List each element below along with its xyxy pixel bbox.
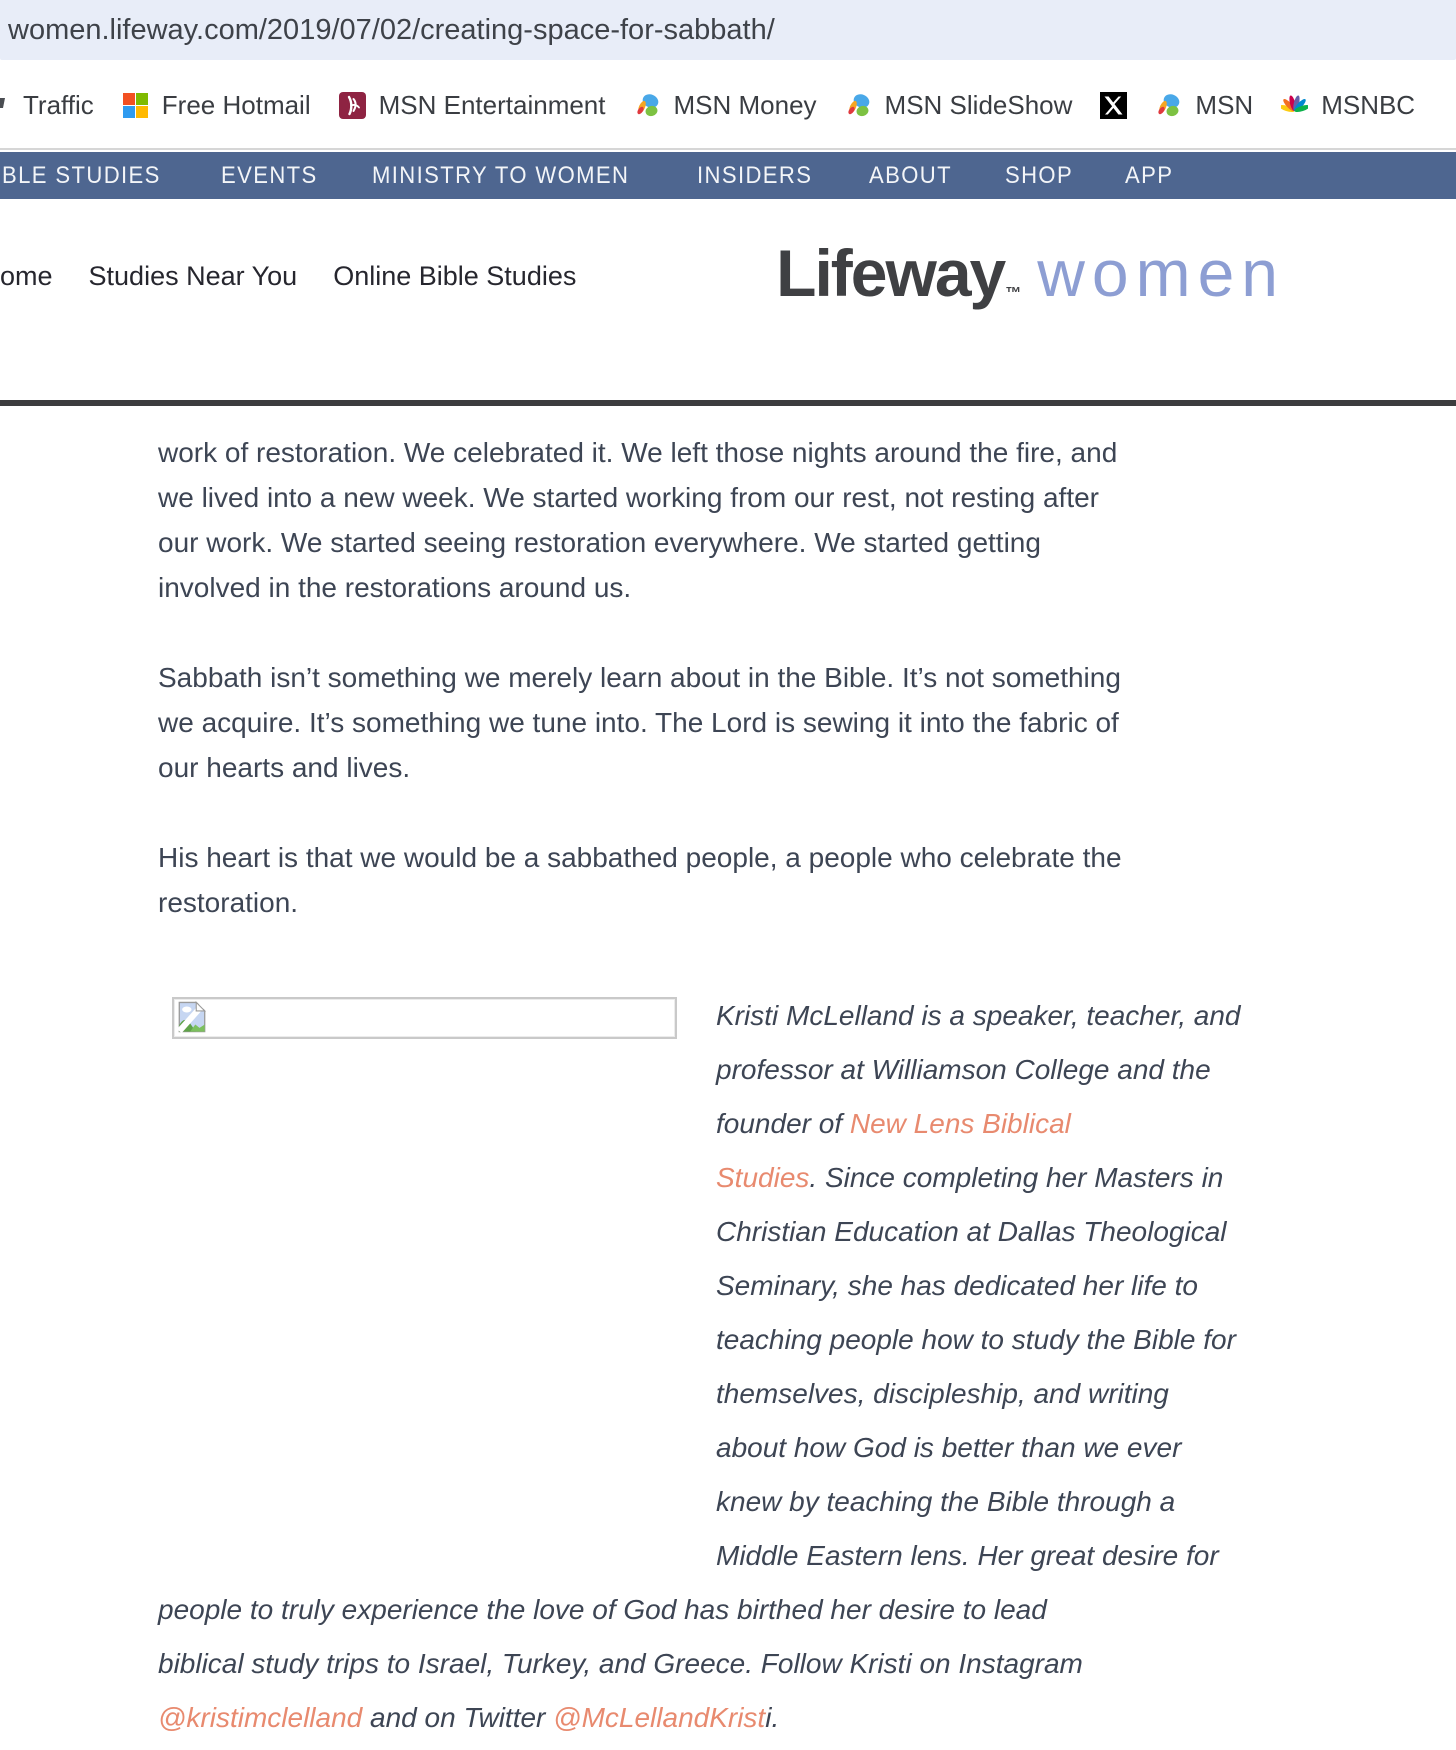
- bio-line: [158, 1583, 1298, 1637]
- bookmark-label: MSN: [1195, 89, 1254, 120]
- bookmark-item[interactable]: [339, 90, 606, 121]
- subnav-item-ome[interactable]: ome: [0, 261, 53, 291]
- bookmark-item[interactable]: [1100, 92, 1127, 119]
- subnav-item-online-bible-studies[interactable]: Online Bible Studies: [333, 261, 577, 291]
- logo-brand-text: Lifeway: [776, 236, 1005, 310]
- paragraph-line: His heart is that we would be a sabbathed people, a people who celebrate the: [158, 842, 1122, 873]
- nav-item-events[interactable]: EVENTS: [220, 161, 318, 189]
- paragraph-line: restoration.: [158, 887, 299, 918]
- bio-line: [158, 1691, 1298, 1745]
- bio-line: [716, 1313, 1298, 1367]
- msn-butterfly-icon: [845, 92, 872, 119]
- bookmark-label: MSN SlideShow: [884, 89, 1073, 120]
- paragraph-line: work of restoration. We celebrated it. We left those nights around the fire, and: [158, 437, 1118, 468]
- bio-line: [716, 1151, 1298, 1205]
- paragraph-line: our hearts and lives.: [158, 752, 411, 783]
- bookmark-item[interactable]: [845, 90, 1073, 121]
- inline-link[interactable]: @kristimclelland: [158, 1702, 363, 1733]
- bio-line: [716, 1205, 1298, 1259]
- bio-text-segment: Middle Eastern lens. Her great desire for: [716, 1540, 1219, 1571]
- nav-item-app[interactable]: APP: [1124, 161, 1174, 189]
- article-paragraphs: [158, 430, 1298, 925]
- bio-line: [158, 1637, 1298, 1691]
- article-content: [158, 406, 1298, 1745]
- microsoft-icon: [122, 92, 149, 119]
- bio-line: [716, 1259, 1298, 1313]
- page-url: women.lifeway.com/2019/07/02/creating-space-for-sabbath/: [8, 13, 775, 46]
- nav-item-ble-studies[interactable]: BLE STUDIES: [2, 161, 161, 189]
- bookmark-label: MSNBC: [1321, 89, 1416, 120]
- trademark-symbol: ™: [1005, 285, 1022, 302]
- bio-text-segment: biblical study trips to Israel, Turkey, and Greece. Follow Kristi on Instagram: [158, 1648, 1083, 1679]
- bio-text-segment: professor at Williamson College and the: [716, 1054, 1211, 1085]
- msn-butterfly-icon: [634, 92, 661, 119]
- article-paragraph: [158, 655, 1298, 790]
- nav-item-ministry-to-women[interactable]: MINISTRY TO WOMEN: [371, 161, 629, 189]
- bookmark-label: MSN Entertainment: [378, 89, 606, 120]
- author-bio-block: [158, 989, 1298, 1745]
- bookmark-item[interactable]: [634, 90, 817, 121]
- article-paragraph: [158, 430, 1298, 610]
- msn-entertainment-icon: [339, 92, 366, 119]
- bookmark-item[interactable]: [1155, 90, 1253, 121]
- bio-text-segment: themselves, discipleship, and writing: [716, 1378, 1169, 1409]
- bio-line: [716, 1421, 1298, 1475]
- x-icon: [1100, 92, 1127, 119]
- bookmark-label: Traffic: [23, 89, 94, 120]
- nav-item-shop[interactable]: SHOP: [1004, 161, 1073, 189]
- broken-image-placeholder: [172, 997, 677, 1039]
- site-header: [0, 199, 1456, 400]
- nav-item-insiders[interactable]: INSIDERS: [697, 161, 813, 189]
- paragraph-line: involved in the restorations around us.: [158, 572, 632, 603]
- inline-link[interactable]: @McLellandKrist: [553, 1702, 766, 1733]
- bio-text-segment: Christian Education at Dallas Theological: [716, 1216, 1227, 1247]
- inline-link[interactable]: New Lens Biblical: [849, 1108, 1071, 1139]
- bookmark-item[interactable]: [122, 90, 311, 121]
- paragraph-line: we acquire. It’s something we tune into. The Lord is sewing it into the fabric of: [158, 707, 1119, 738]
- bio-text-segment: teaching people how to study the Bible for: [716, 1324, 1236, 1355]
- bio-text-segment: founder of: [716, 1108, 850, 1139]
- paragraph-line: we lived into a new week. We started working from our rest, not resting after: [158, 482, 1100, 513]
- bio-line: [716, 1529, 1298, 1583]
- bookmark-label: Free Hotmail: [161, 89, 311, 120]
- bio-text-segment: Seminary, she has dedicated her life to: [716, 1270, 1198, 1301]
- bio-text-segment: and on Twitter: [362, 1702, 554, 1733]
- bio-line: [716, 1475, 1298, 1529]
- bookmark-item[interactable]: [1281, 90, 1415, 121]
- bio-text-column: [716, 989, 1298, 1583]
- bio-text-segment: knew by teaching the Bible through a: [716, 1486, 1176, 1517]
- bookmarks-bar: [0, 62, 1456, 150]
- bio-line: [716, 1097, 1298, 1151]
- broken-image-icon: [177, 1001, 207, 1033]
- bio-text-segment: . Since completing her Masters in: [809, 1162, 1224, 1193]
- bio-text-segment: Kristi McLelland is a speaker, teacher, and: [716, 1000, 1241, 1031]
- bio-line: [716, 989, 1298, 1043]
- secondary-nav: [0, 261, 576, 292]
- bookmark-label: MSN Money: [673, 89, 817, 120]
- paragraph-line: our work. We started seeing restoration everywhere. We started getting: [158, 527, 1041, 558]
- bio-text-segment: i.: [765, 1702, 780, 1733]
- bookmark-item[interactable]: [0, 90, 94, 121]
- nav-item-about[interactable]: ABOUT: [868, 161, 952, 189]
- bio-text-segment: about how God is better than we ever: [716, 1432, 1182, 1463]
- address-bar[interactable]: [0, 0, 1456, 60]
- paragraph-line: Sabbath isn’t something we merely learn about in the Bible. It’s not something: [158, 662, 1121, 693]
- subnav-item-studies-near-you[interactable]: Studies Near You: [88, 261, 298, 291]
- primary-nav: [0, 152, 1456, 199]
- lifeway-women-logo[interactable]: [776, 235, 1285, 311]
- bio-text-segment: people to truly experience the love of God has birthed her desire to lead: [158, 1594, 1047, 1625]
- bio-line: [716, 1043, 1298, 1097]
- msn-butterfly-icon: [1155, 92, 1182, 119]
- msnbc-peacock-icon: [1281, 92, 1308, 119]
- article-paragraph: [158, 835, 1298, 925]
- bio-line: [716, 1367, 1298, 1421]
- bio-text-fullwidth: [158, 1583, 1298, 1745]
- clipped-favicon-fragment: [0, 92, 10, 119]
- logo-women-text: women: [1037, 236, 1285, 310]
- inline-link[interactable]: Studies: [716, 1162, 810, 1193]
